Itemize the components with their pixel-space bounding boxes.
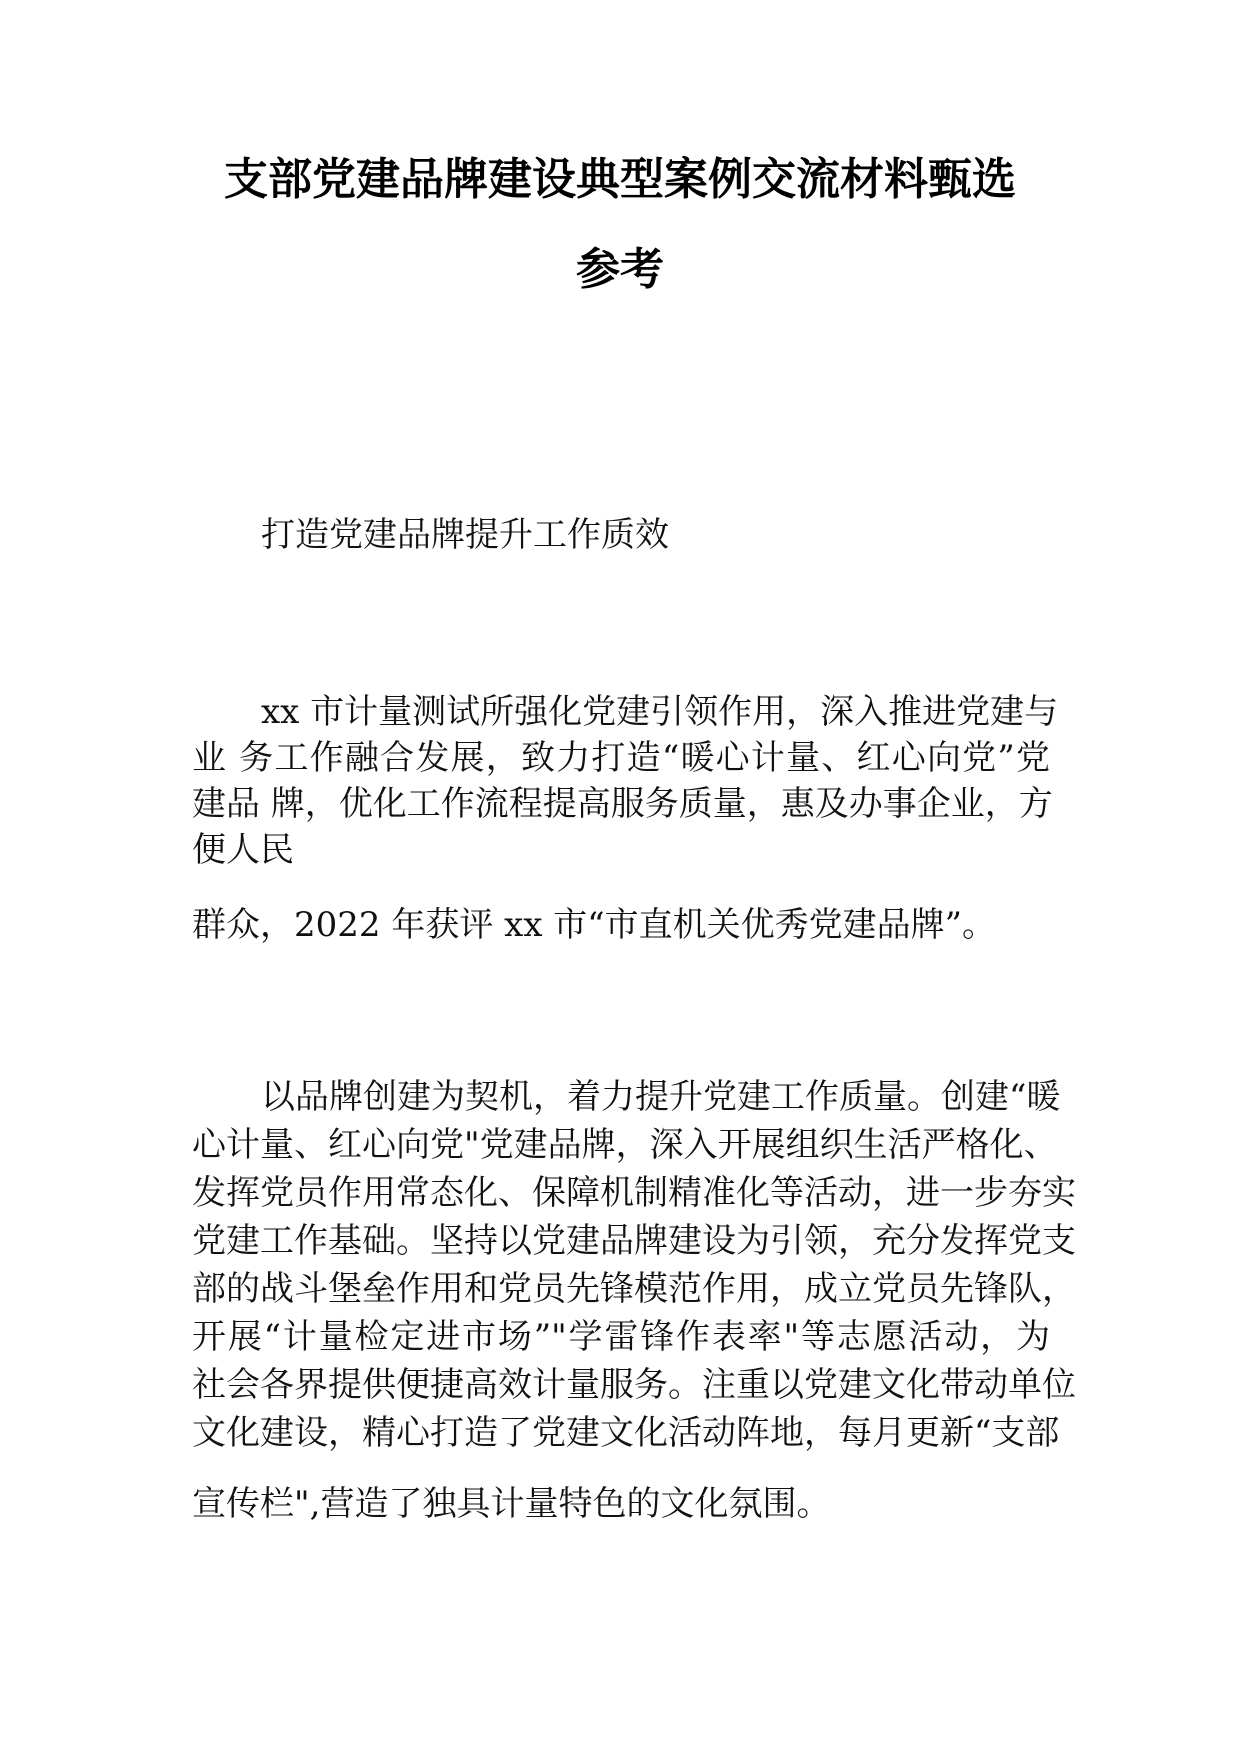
document-title-line-1: 支部党建品牌建设典型案例交流材料甄选: [224, 154, 1016, 205]
paragraph-1-line-1: xx 市计量测试所强化党建引领作用，深入推进党建与: [261, 692, 1059, 732]
paragraph-1-line-3: 建品 牌，优化工作流程提高服务质量，惠及办事企业，方: [192, 784, 1053, 824]
paragraph-2-line-6: 开展“计量检定进市场”"学雷锋作表率"等志愿活动，为: [192, 1317, 1050, 1357]
document-title-line-2: 参考: [576, 244, 664, 295]
paragraph-2-line-5: 部的战斗堡垒作用和党员先锋模范作用，成立党员先锋队，: [192, 1269, 1076, 1309]
paragraph-2-line-2: 心计量、红心向党"党建品牌，深入开展组织生活严格化、: [192, 1125, 1058, 1165]
paragraph-2-line-1: 以品牌创建为契机，着力提升党建工作质量。创建“暖: [261, 1077, 1061, 1117]
paragraph-2-line-7: 社会各界提供便捷高效计量服务。注重以党建文化带动单位: [192, 1365, 1076, 1405]
paragraph-1-line-4: 便人民: [192, 830, 294, 870]
article-subtitle: 打造党建品牌提升工作质效: [261, 515, 669, 555]
paragraph-2-line-4: 党建工作基础。坚持以党建品牌建设为引领，充分发挥党支: [192, 1221, 1076, 1261]
paragraph-2-line-9: 宣传栏",营造了独具计量特色的文化氛围。: [192, 1484, 831, 1524]
paragraph-1-line-5: 群众，2022 年获评 xx 市“市直机关优秀党建品牌”。: [192, 905, 997, 945]
paragraph-1-line-2: 业 务工作融合发展，致力打造“暖心计量、红心向党”党: [192, 738, 1050, 778]
paragraph-2-line-3: 发挥党员作用常态化、保障机制精准化等活动，进一步夯实: [192, 1173, 1076, 1213]
paragraph-2-line-8: 文化建设，精心打造了党建文化活动阵地，每月更新“支部: [192, 1413, 1060, 1453]
